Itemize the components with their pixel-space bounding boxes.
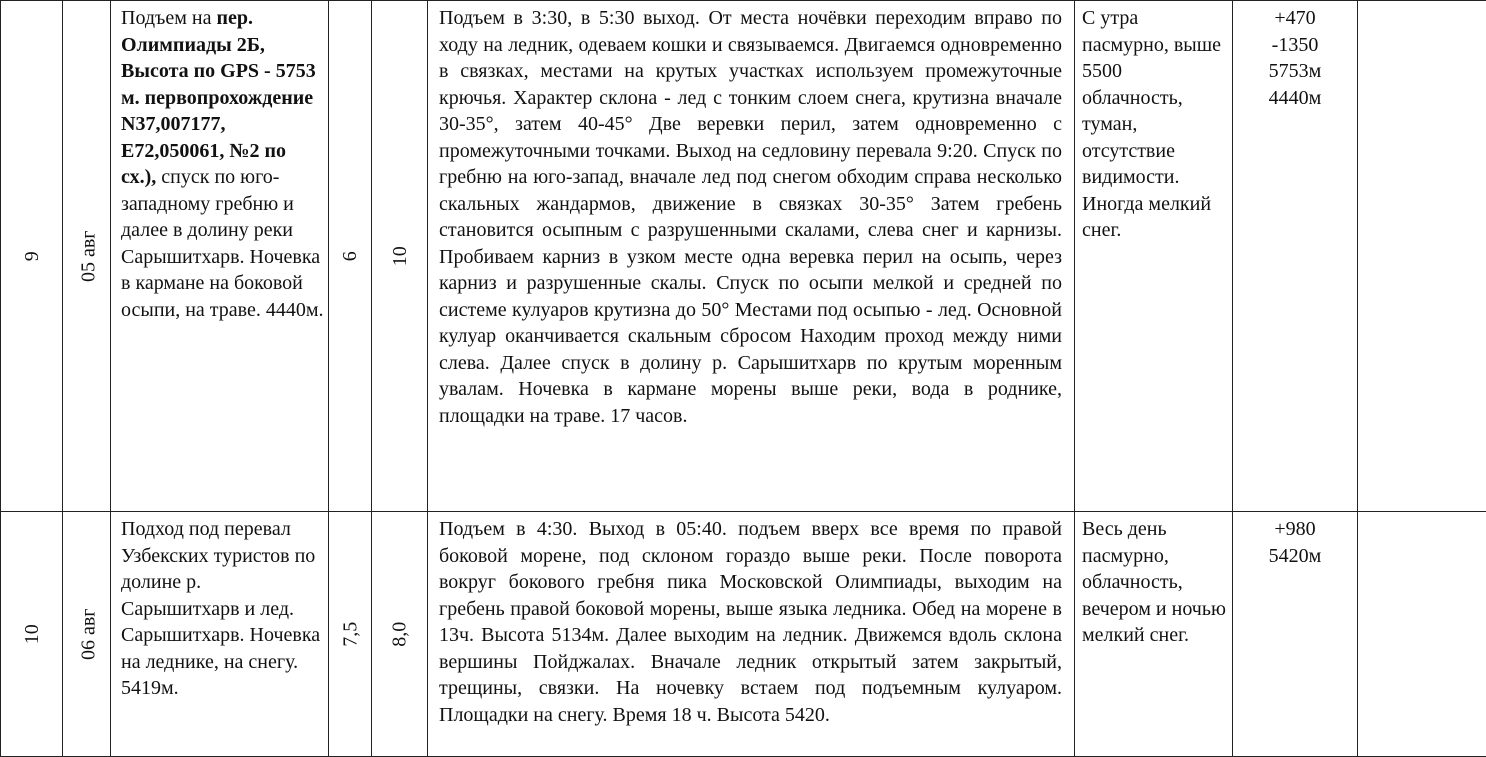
hours: 10 [386, 246, 413, 266]
distance-cell [329, 1, 372, 512]
hours-cell [372, 1, 428, 512]
hours: 8,0 [386, 622, 413, 647]
elevation-cell [1233, 1, 1358, 512]
table-row [1, 1, 1486, 512]
hours-cell [372, 512, 428, 757]
description-cell: Подъем в 3:30, в 5:30 выход. От места ночёвки переходим вправо по ходу на ледник, одеваем кошки и связываемся. Двигаемся одновременно в связках, местами на крутых участках используем промежуточные крючья. Характер склона - лед с тонким слоем снега, крутизна вначале 30-35°, затем 40-45° Две веревки перил, затем одновременно с промежуточными точками. Выход на седловину перевала 9:20. Спуск по гребню на юго-запад, вначале лед под снегом обходим справа несколько скальных жандармов, движение в связках 30-35° Затем гребень становится осыпным с разрушенными скалами, слева снег и карнизы. Пробиваем карниз в узком месте одна веревка перил на осыпь, через карниз и разрушенные скалы. Спуск по осыпи мелкой и средней по системе кулуаров крутизна до 50° Местами под осыпью - лед. Основной кулуар оканчивается скальным сбросом Находим проход между ними слева. Далее спуск в долину р. Сарышитхарв по крутым моренным увалам. Ночевка в кармане морены выше реки, вода в роднике, площадки на траве. 17 часов. [428, 1, 1075, 512]
route-text: Подход под перевал Узбекских туристов по долине р. Сарышитхарв и лед. Сарышитхарв. Ночевка на леднике, на снегу. 5419м. [121, 518, 320, 699]
elevation-value: -1350 [1233, 32, 1357, 59]
elevation-value: 5753м [1233, 58, 1357, 85]
day-number: 9 [18, 251, 45, 261]
date-cell [63, 1, 111, 512]
distance-cell [329, 512, 372, 757]
route-cell [111, 512, 329, 757]
table-row [1, 512, 1486, 757]
day-number: 10 [18, 624, 45, 644]
empty-cell [1358, 512, 1486, 757]
day-number-cell [1, 512, 63, 757]
weather-cell: Весь день пасмурно, облачность, вечером и ночью мелкий снег. [1075, 512, 1233, 757]
elevation-value: 4440м [1233, 85, 1357, 112]
route-pass-name: пер. Олимпиады 2Б, Высота по GPS - 5753 м. первопрохождение N37,007177, E72,050061, №2 по сх.), [121, 7, 316, 188]
distance: 7,5 [337, 622, 364, 647]
route-cell [111, 1, 329, 512]
date-cell [63, 512, 111, 757]
date: 06 авг [76, 608, 103, 660]
elevation-value: 5420м [1233, 543, 1357, 570]
date: 05 авг [76, 230, 103, 282]
day-number-cell [1, 1, 63, 512]
elevation-value: +980 [1233, 516, 1357, 543]
empty-cell [1358, 1, 1486, 512]
route-text-cont: спуск по юго-западному гребню и далее в долину реки Сарышитхарв. Ночевка в кармане на боковой осыпи, на траве. 4440м. [121, 166, 324, 321]
route-text: Подъем на [121, 7, 217, 29]
weather-cell: С утра пасмурно, выше 5500 облачность, туман, отсутствие видимости. Иногда мелкий снег. [1075, 1, 1233, 512]
elevation-cell [1233, 512, 1358, 757]
elevation-value: +470 [1233, 5, 1357, 32]
distance: 6 [337, 251, 364, 261]
description-cell: Подъем в 4:30. Выход в 05:40. подъем вверх все время по правой боковой морене, под склоном гораздо выше реки. После поворота вокруг бокового гребня пика Московской Олимпиады, выходим на гребень правой боковой морены, выше языка ледника. Обед на морене в 13ч. Высота 5134м. Далее выходим на ледник. Движемся вдоль склона вершины Пойджалах. Вначале ледник открытый затем закрытый, трещины, связки. На ночевку встаем под подъемным кулуаром. Площадки на снегу. Время 18 ч. Высота 5420. [428, 512, 1075, 757]
